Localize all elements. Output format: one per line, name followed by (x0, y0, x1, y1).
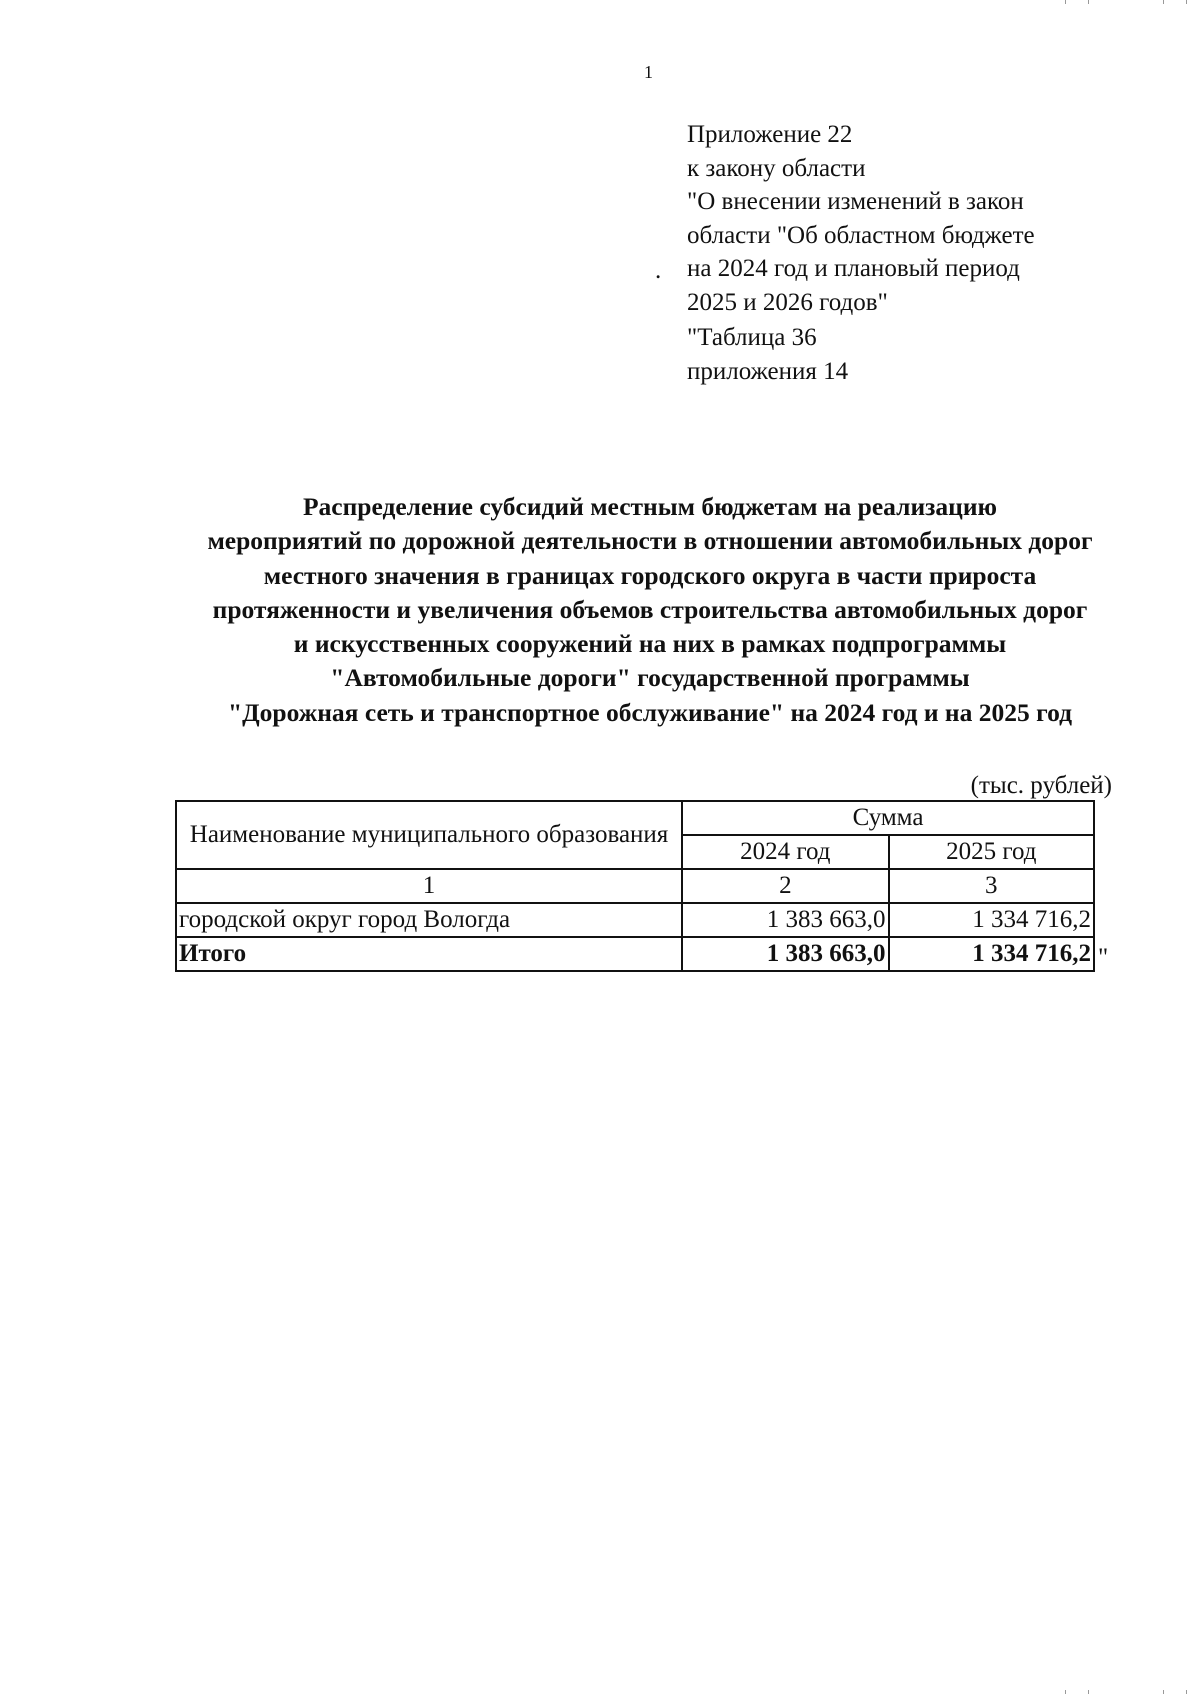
table-reference-line: приложения 14 (687, 357, 849, 385)
appendix-header (687, 118, 1107, 388)
document-title (100, 490, 1200, 730)
amount-2024: 1 383 663,0 (682, 903, 888, 937)
scan-edge-mark (1065, 1690, 1089, 1694)
header-sum: Сумма (682, 801, 1094, 835)
column-number: 1 (176, 869, 682, 903)
units-label: (тыс. рублей) (970, 772, 1112, 799)
total-2025: 1 334 716,2 (889, 937, 1094, 971)
appendix-line: Приложение 22 (687, 121, 853, 148)
column-number-row (176, 869, 1094, 903)
column-number: 3 (889, 869, 1094, 903)
column-number: 2 (682, 869, 888, 903)
total-label: Итого (176, 937, 682, 971)
appendix-line: области "Об областном бюджете (687, 221, 1035, 249)
total-row (176, 937, 1094, 971)
title-line: "Дорожная сеть и транспортное обслуживание" на 2024 год и на 2025 год (227, 697, 1072, 727)
appendix-line: к закону области (687, 154, 866, 182)
table-row (176, 903, 1094, 937)
amount-2025: 1 334 716,2 (889, 903, 1094, 937)
total-2024: 1 383 663,0 (682, 937, 888, 971)
title-line: местного значения в границах городского округа в части прироста (263, 560, 1037, 590)
municipality-name: городской округ город Вологда (176, 903, 682, 937)
header-municipality: Наименование муниципального образования (176, 801, 682, 869)
scan-edge-mark (1163, 0, 1187, 4)
appendix-line: на 2024 год и плановый период (687, 255, 1020, 282)
page-number: 1 (644, 62, 653, 82)
title-line: Распределение субсидий местным бюджетам на реализацию (302, 492, 998, 521)
title-line: протяженности и увеличения объемов строительства автомобильных дорог (212, 594, 1088, 624)
subsidy-table (175, 800, 1095, 972)
header-year-2024: 2024 год (682, 835, 888, 869)
stray-mark: . (655, 257, 662, 284)
title-line: и искусственных сооружений на них в рамках подпрограммы (293, 629, 1007, 659)
title-line: мероприятий по дорожной деятельности в отношении автомобильных дорог (207, 526, 1093, 556)
table-reference-line: "Таблица 36 (687, 324, 817, 351)
closing-quote: " (1098, 944, 1109, 971)
appendix-line: 2025 и 2026 годов" (687, 288, 888, 316)
scan-edge-mark (1163, 1690, 1187, 1694)
header-year-2025: 2025 год (889, 835, 1094, 869)
appendix-line: "О внесении изменений в закон (687, 188, 1024, 215)
scan-edge-mark (1065, 0, 1089, 4)
title-line: "Автомобильные дороги" государственной программы (330, 663, 970, 693)
table-header-row (176, 801, 1094, 835)
